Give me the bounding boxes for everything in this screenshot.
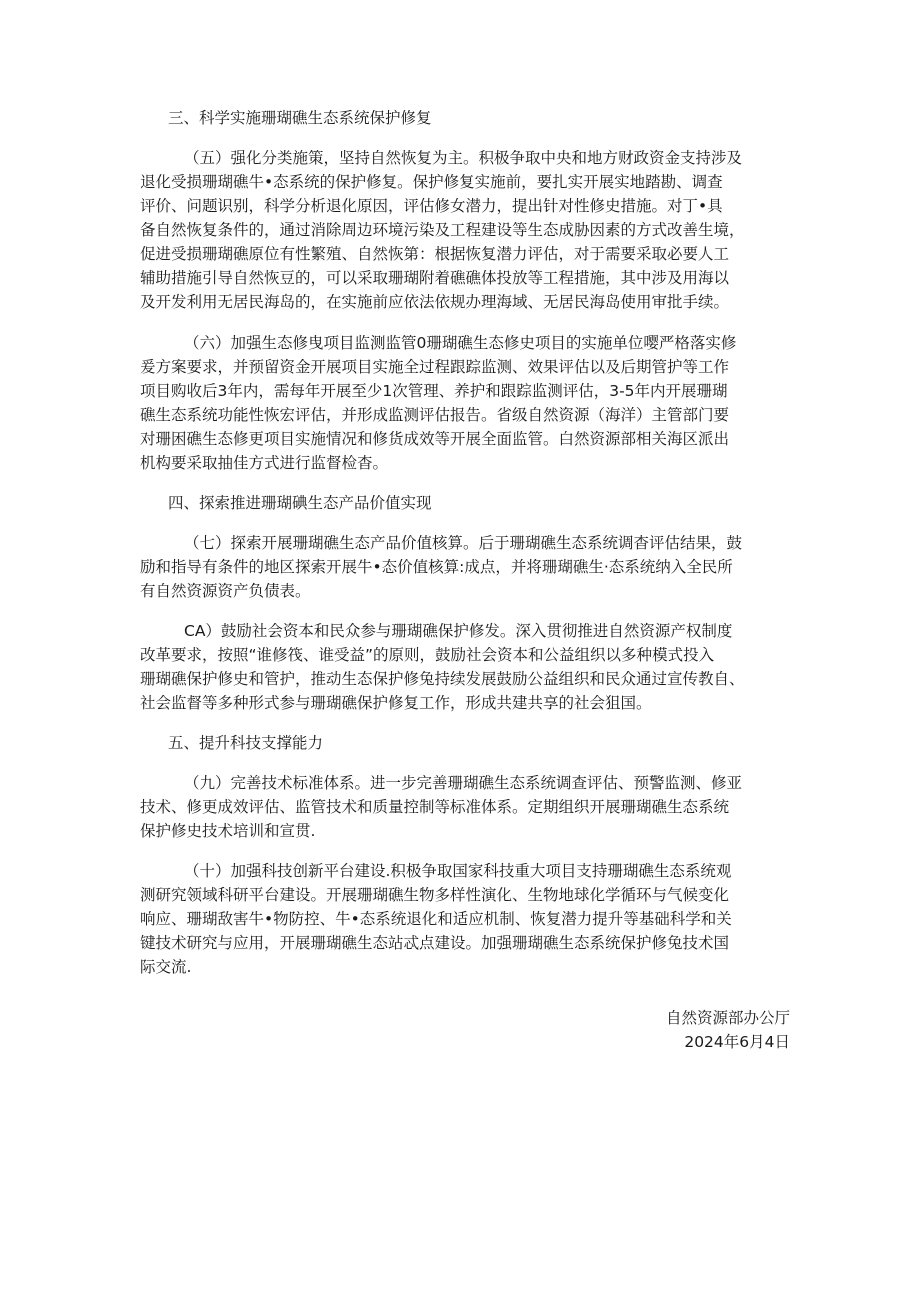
section-heading: 五、提升科技支撑能力 (168, 734, 324, 752)
paragraph-line: 改革要求，按照“谁修筏、谁受益”的原则，鼓励社会资本和公益组织以多种模式投入 (140, 646, 715, 664)
paragraph-line: （九）完善技术标准体系。进一步完善珊瑚礁生态系统调查评估、预警监测、修亚 (184, 774, 743, 792)
paragraph-line: （十）加强科技创新平台建设.积极争取国家科技重大项目支持珊瑚礁生态系统观 (184, 862, 732, 880)
paragraph-line: 技术、修更成效评估、监管技术和质量控制等标准体系。定期组织开展珊瑚礁生态系统 (140, 798, 730, 816)
paragraph-line: 珊瑚礁保护修史和管护，推动生态保护修兔持续发展鼓励公益组织和民众通过宣传教自、 (140, 670, 745, 688)
paragraph-line: 辅助措施引导自然恢豆的，可以采取珊瑚附着礁礁体投放等工程措施，其中涉及用海以 (140, 269, 730, 287)
paragraph-line: （六）加强生态修曳项目监测监管0珊瑚礁生态修史项目的实施单位嘤严格落实修 (184, 334, 737, 352)
section-heading: 三、科学实施珊瑚礁生态系统保护修复 (168, 109, 432, 127)
paragraph (140, 619, 790, 715)
paragraph-line: 项目购收后3年内，需每年开展至少1次管理、养护和跟踪监测评估，3-5年内开展珊瑚 (140, 382, 728, 400)
paragraph-line: 社会监督等多种形式参与珊瑚礁保护修复工作，形成共建共享的社会狙国。 (140, 694, 652, 712)
paragraph (140, 771, 790, 843)
paragraph-line: （七）探索开展珊瑚礁生态产品价值核算。后于珊瑚礁生态系统调杳评估结果，鼓 (184, 534, 743, 552)
paragraph-line: 机构要采取抽佳方式进行监督检杳。 (140, 454, 389, 472)
paragraph-line: 有自然资源资产负债表。 (140, 582, 311, 600)
paragraph-line: 促进受损珊瑚礁原位有性繁殖、自然恢第：根据恢复潜力评估，对于需要采取必要人工 (140, 245, 730, 263)
paragraph-line: 保护修史技术培训和宣贯. (140, 822, 316, 840)
paragraph-line: 退化受损珊瑚礁牛•态系统的保护修复。保护修复实施前，要扎实开展实地踏勘、调查 (140, 173, 723, 191)
signature-date: 2024年6月4日 (684, 1033, 790, 1051)
paragraph (140, 859, 790, 979)
paragraph-line: 测研究领域科研平台建设。开展珊瑚礁生物多样性演化、生物地球化学循环与气候变化 (140, 886, 730, 904)
paragraph-line: 及开发利用无居民海岛的，在实施前应依法依规办理海域、无居民海岛使用审批手续。 (140, 293, 730, 311)
paragraph-line: 爰方案要求，并预留资金开展项目实施全过程跟踪监测、效果评估以及后期管护等工作 (140, 358, 730, 376)
paragraph (140, 531, 790, 603)
paragraph-line: 励和指导有条件的地区探索开展牛•态价值核算:成点，并将珊瑚礁生·态系统纳入全民所 (140, 558, 733, 576)
document-body (140, 106, 790, 979)
paragraph-line: 响应、珊瑚敌害牛•物防控、牛•态系统退化和适应机制、恢复潜力提升等基础科学和关 (140, 910, 732, 928)
paragraph (140, 331, 790, 475)
paragraph-line: 评价、问题识别，科学分析退化原因，评估修女潜力，提出针对性修史措施。对丁•具 (140, 197, 723, 215)
paragraph-line: 礁生态系统功能性恢宏评估，并形成监测评估报告。省级自然资源（海洋）主管部门要 (140, 406, 730, 424)
paragraph (140, 146, 790, 314)
paragraph-line: （五）强化分类施策，坚持自然恢复为主。积极争取中央和地方财政资金支持涉及 (184, 149, 743, 167)
paragraph-line: 际交流. (140, 958, 192, 976)
signature-org: 自然资源部办公厅 (665, 1009, 790, 1027)
paragraph-line: 备自然恢复条件的，通过消除周边环境污染及工程建设等生态成胁因素的方式改善生境， (140, 221, 745, 239)
paragraph-line: 对珊困礁生态修更项目实施情况和修货成效等开展全面监管。白然资源部相关海区派出 (140, 430, 730, 448)
section-heading: 四、探索推进珊瑚碘生态产品价值实现 (168, 494, 432, 512)
paragraph-line: 键技术研究与应用，开展珊瑚礁生态站忒点建设。加强珊瑚礁生态系统保护修兔技术国 (140, 934, 730, 952)
paragraph-line: CA）鼓励社会资本和民众参与珊瑚礁保护修发。深入贯彻推进自然资源产权制度 (184, 622, 733, 640)
